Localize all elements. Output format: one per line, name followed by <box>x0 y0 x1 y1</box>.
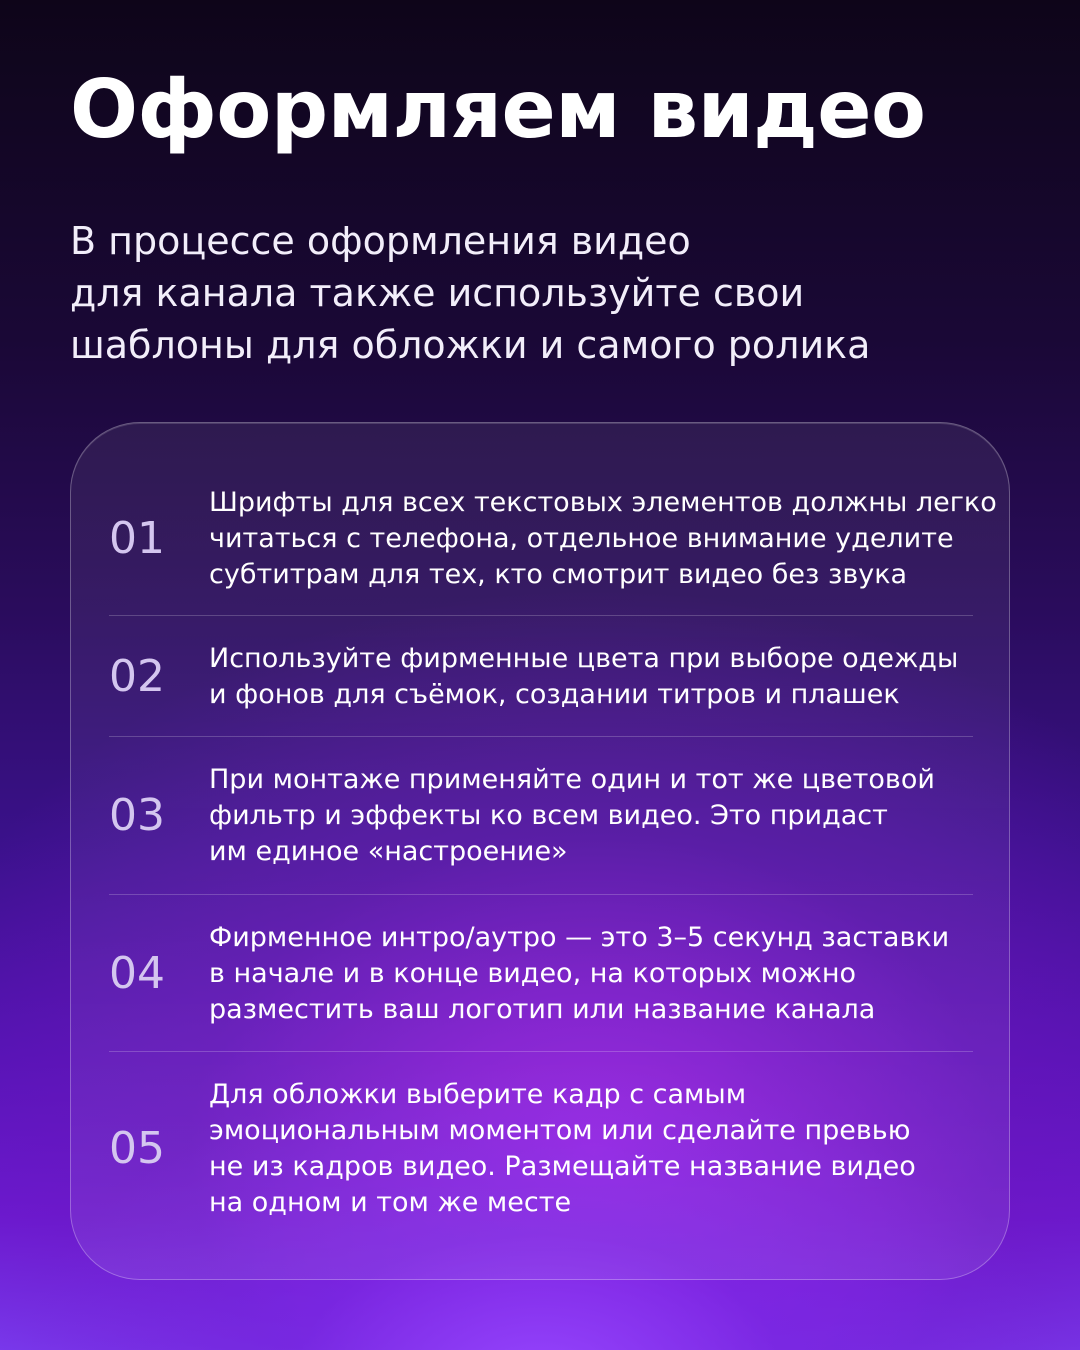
tip-item-04 <box>109 920 973 1028</box>
tips-card <box>70 422 1010 1280</box>
tip-number: 03 <box>109 790 165 841</box>
tip-text-line: в начале и в конце видео, на которых можно <box>209 958 856 989</box>
tip-number: 04 <box>109 948 165 999</box>
tip-number: 02 <box>109 651 165 702</box>
tip-text <box>209 485 997 593</box>
subtitle-line: шаблоны для обложки и самого ролика <box>70 323 871 367</box>
tip-text-line: фильтр и эффекты ко всем видео. Это придаст <box>209 800 888 831</box>
tip-text-line: и фонов для съёмок, создании титров и плашек <box>209 679 900 710</box>
tip-text-line: на одном и том же месте <box>209 1187 572 1218</box>
tip-text <box>209 1077 916 1221</box>
tip-text <box>209 762 935 870</box>
tip-item-05 <box>109 1077 973 1221</box>
subtitle-line: В процессе оформления видео <box>70 219 691 263</box>
divider <box>109 1051 973 1052</box>
tip-number: 01 <box>109 513 165 564</box>
tip-text-line: разместить ваш логотип или название канала <box>209 994 876 1025</box>
tip-text-line: Фирменное интро/аутро — это 3–5 секунд заставки <box>209 922 950 953</box>
tip-text <box>209 641 958 713</box>
tip-text-line: субтитрам для тех, кто смотрит видео без звука <box>209 559 908 590</box>
tip-text-line: Шрифты для всех текстовых элементов должны легко <box>209 487 997 518</box>
page-title: Оформляем видео <box>70 63 926 156</box>
tip-text-line: не из кадров видео. Размещайте название видео <box>209 1151 916 1182</box>
tip-text-line: эмоциональным моментом или сделайте превью <box>209 1115 911 1146</box>
tip-text-line: читаться с телефона, отдельное внимание уделите <box>209 523 954 554</box>
subtitle <box>70 215 990 371</box>
tip-text-line: Для обложки выберите кадр с самым <box>209 1079 747 1110</box>
divider <box>109 736 973 737</box>
tip-item-02 <box>109 641 973 713</box>
divider <box>109 615 973 616</box>
divider <box>109 894 973 895</box>
subtitle-line: для канала также используйте свои <box>70 271 805 315</box>
tip-item-01 <box>109 485 997 593</box>
tip-text <box>209 920 949 1028</box>
tip-item-03 <box>109 762 973 870</box>
tip-text-line: им единое «настроение» <box>209 836 568 867</box>
tip-text-line: При монтаже применяйте один и тот же цветовой <box>209 764 935 795</box>
tip-number: 05 <box>109 1123 165 1174</box>
tip-text-line: Используйте фирменные цвета при выборе одежды <box>209 643 959 674</box>
